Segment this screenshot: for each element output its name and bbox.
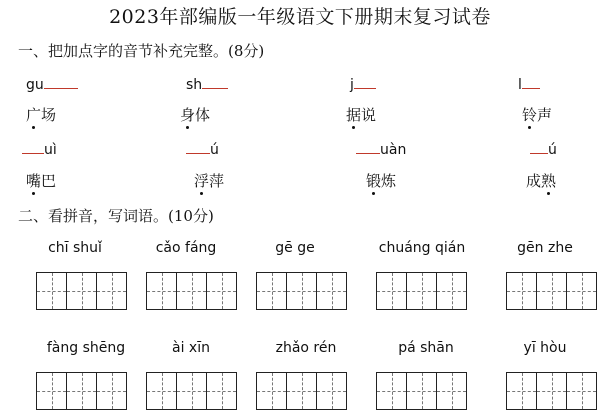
writing-cell[interactable] [147,373,177,409]
answer-blank[interactable] [522,76,540,89]
writing-cell[interactable] [407,273,437,309]
writing-cell[interactable] [257,273,287,309]
dotted-char: 嘴 [26,172,42,190]
writing-grid[interactable] [146,372,237,410]
writing-cell[interactable] [287,373,317,409]
section-2-heading: 二、看拼音，写词语。(10分) [18,207,214,225]
pinyin-label: pá shān [398,340,454,356]
writing-cell[interactable] [507,273,537,309]
syllable-item [186,141,219,158]
syllable-prefix: j [350,77,354,93]
writing-grid[interactable] [36,372,127,410]
word-rest: 说 [361,106,377,124]
word-rest: 体 [195,106,211,124]
syllable-item [350,76,376,93]
writing-cell[interactable] [437,373,467,409]
writing-cell[interactable] [147,273,177,309]
dotted-char: 广 [26,106,42,124]
writing-cell[interactable] [67,373,97,409]
syllable-prefix: sh [186,77,203,93]
writing-cell[interactable] [537,273,567,309]
answer-blank[interactable] [186,141,210,154]
dotted-char: 铃 [522,106,538,124]
word-rest: 炼 [381,172,397,190]
word-item [194,170,224,191]
writing-cell[interactable] [317,373,347,409]
writing-cell[interactable] [67,273,97,309]
pinyin-label: gēn zhe [517,240,573,256]
pinyin-label: ài xīn [172,340,210,356]
syllable-item [530,141,557,158]
writing-grid[interactable] [506,272,597,310]
writing-cell[interactable] [567,273,597,309]
writing-cell[interactable] [207,273,237,309]
syllable-item [22,141,57,158]
writing-grid[interactable] [146,272,237,310]
answer-blank[interactable] [356,141,380,154]
writing-cell[interactable] [37,373,67,409]
pinyin-label: zhǎo rén [275,340,337,356]
syllable-prefix: gu [26,77,44,93]
writing-grid[interactable] [506,372,597,410]
word-item [346,104,376,125]
pinyin-label: fàng shēng [46,340,126,356]
pinyin-label: chuáng qián [378,240,466,256]
writing-cell[interactable] [567,373,597,409]
word-item [366,170,396,191]
dotted-char: 据 [346,106,362,124]
word-item [26,104,56,125]
syllable-suffix: ú [210,142,219,158]
section-1-heading: 一、把加点字的音节补充完整。(8分) [18,42,265,60]
writing-cell[interactable] [377,373,407,409]
dotted-char: 身 [180,106,196,124]
word-part: 成 [526,172,542,190]
dotted-char: 浮 [194,172,210,190]
dotted-char: 熟 [541,172,557,190]
writing-cell[interactable] [317,273,347,309]
syllable-item [518,76,540,93]
writing-grid[interactable] [256,272,347,310]
answer-blank[interactable] [354,76,376,89]
answer-blank[interactable] [44,76,78,89]
syllable-item [26,76,78,93]
syllable-suffix: uàn [380,142,407,158]
pinyin-label: gē ge [275,240,315,256]
writing-cell[interactable] [437,273,467,309]
writing-cell[interactable] [507,373,537,409]
word-item [26,170,56,191]
answer-blank[interactable] [530,141,548,154]
writing-cell[interactable] [377,273,407,309]
writing-cell[interactable] [257,373,287,409]
writing-cell[interactable] [177,373,207,409]
page-title: 2023年部编版一年级语文下册期末复习试卷 [109,6,491,28]
answer-blank[interactable] [202,76,228,89]
pinyin-label: chī shuǐ [48,240,102,256]
word-rest: 场 [41,106,57,124]
pinyin-label: yī hòu [523,340,567,356]
writing-cell[interactable] [287,273,317,309]
dotted-char: 锻 [366,172,382,190]
writing-cell[interactable] [97,273,127,309]
word-rest: 巴 [41,172,57,190]
writing-grid[interactable] [256,372,347,410]
writing-cell[interactable] [37,273,67,309]
word-item [526,170,556,191]
writing-grid[interactable] [376,372,467,410]
writing-cell[interactable] [207,373,237,409]
pinyin-label: cǎo fáng [155,240,217,256]
writing-grid[interactable] [376,272,467,310]
writing-cell[interactable] [97,373,127,409]
answer-blank[interactable] [22,141,44,154]
syllable-suffix: uì [44,142,57,158]
writing-grid[interactable] [36,272,127,310]
word-item [522,104,552,125]
syllable-prefix: l [518,77,522,93]
word-rest: 声 [537,106,553,124]
writing-cell[interactable] [177,273,207,309]
word-rest: 萍 [209,172,225,190]
word-item [180,104,210,125]
writing-cell[interactable] [537,373,567,409]
syllable-suffix: ú [548,142,557,158]
writing-cell[interactable] [407,373,437,409]
syllable-item [186,76,228,93]
syllable-item [356,141,406,158]
